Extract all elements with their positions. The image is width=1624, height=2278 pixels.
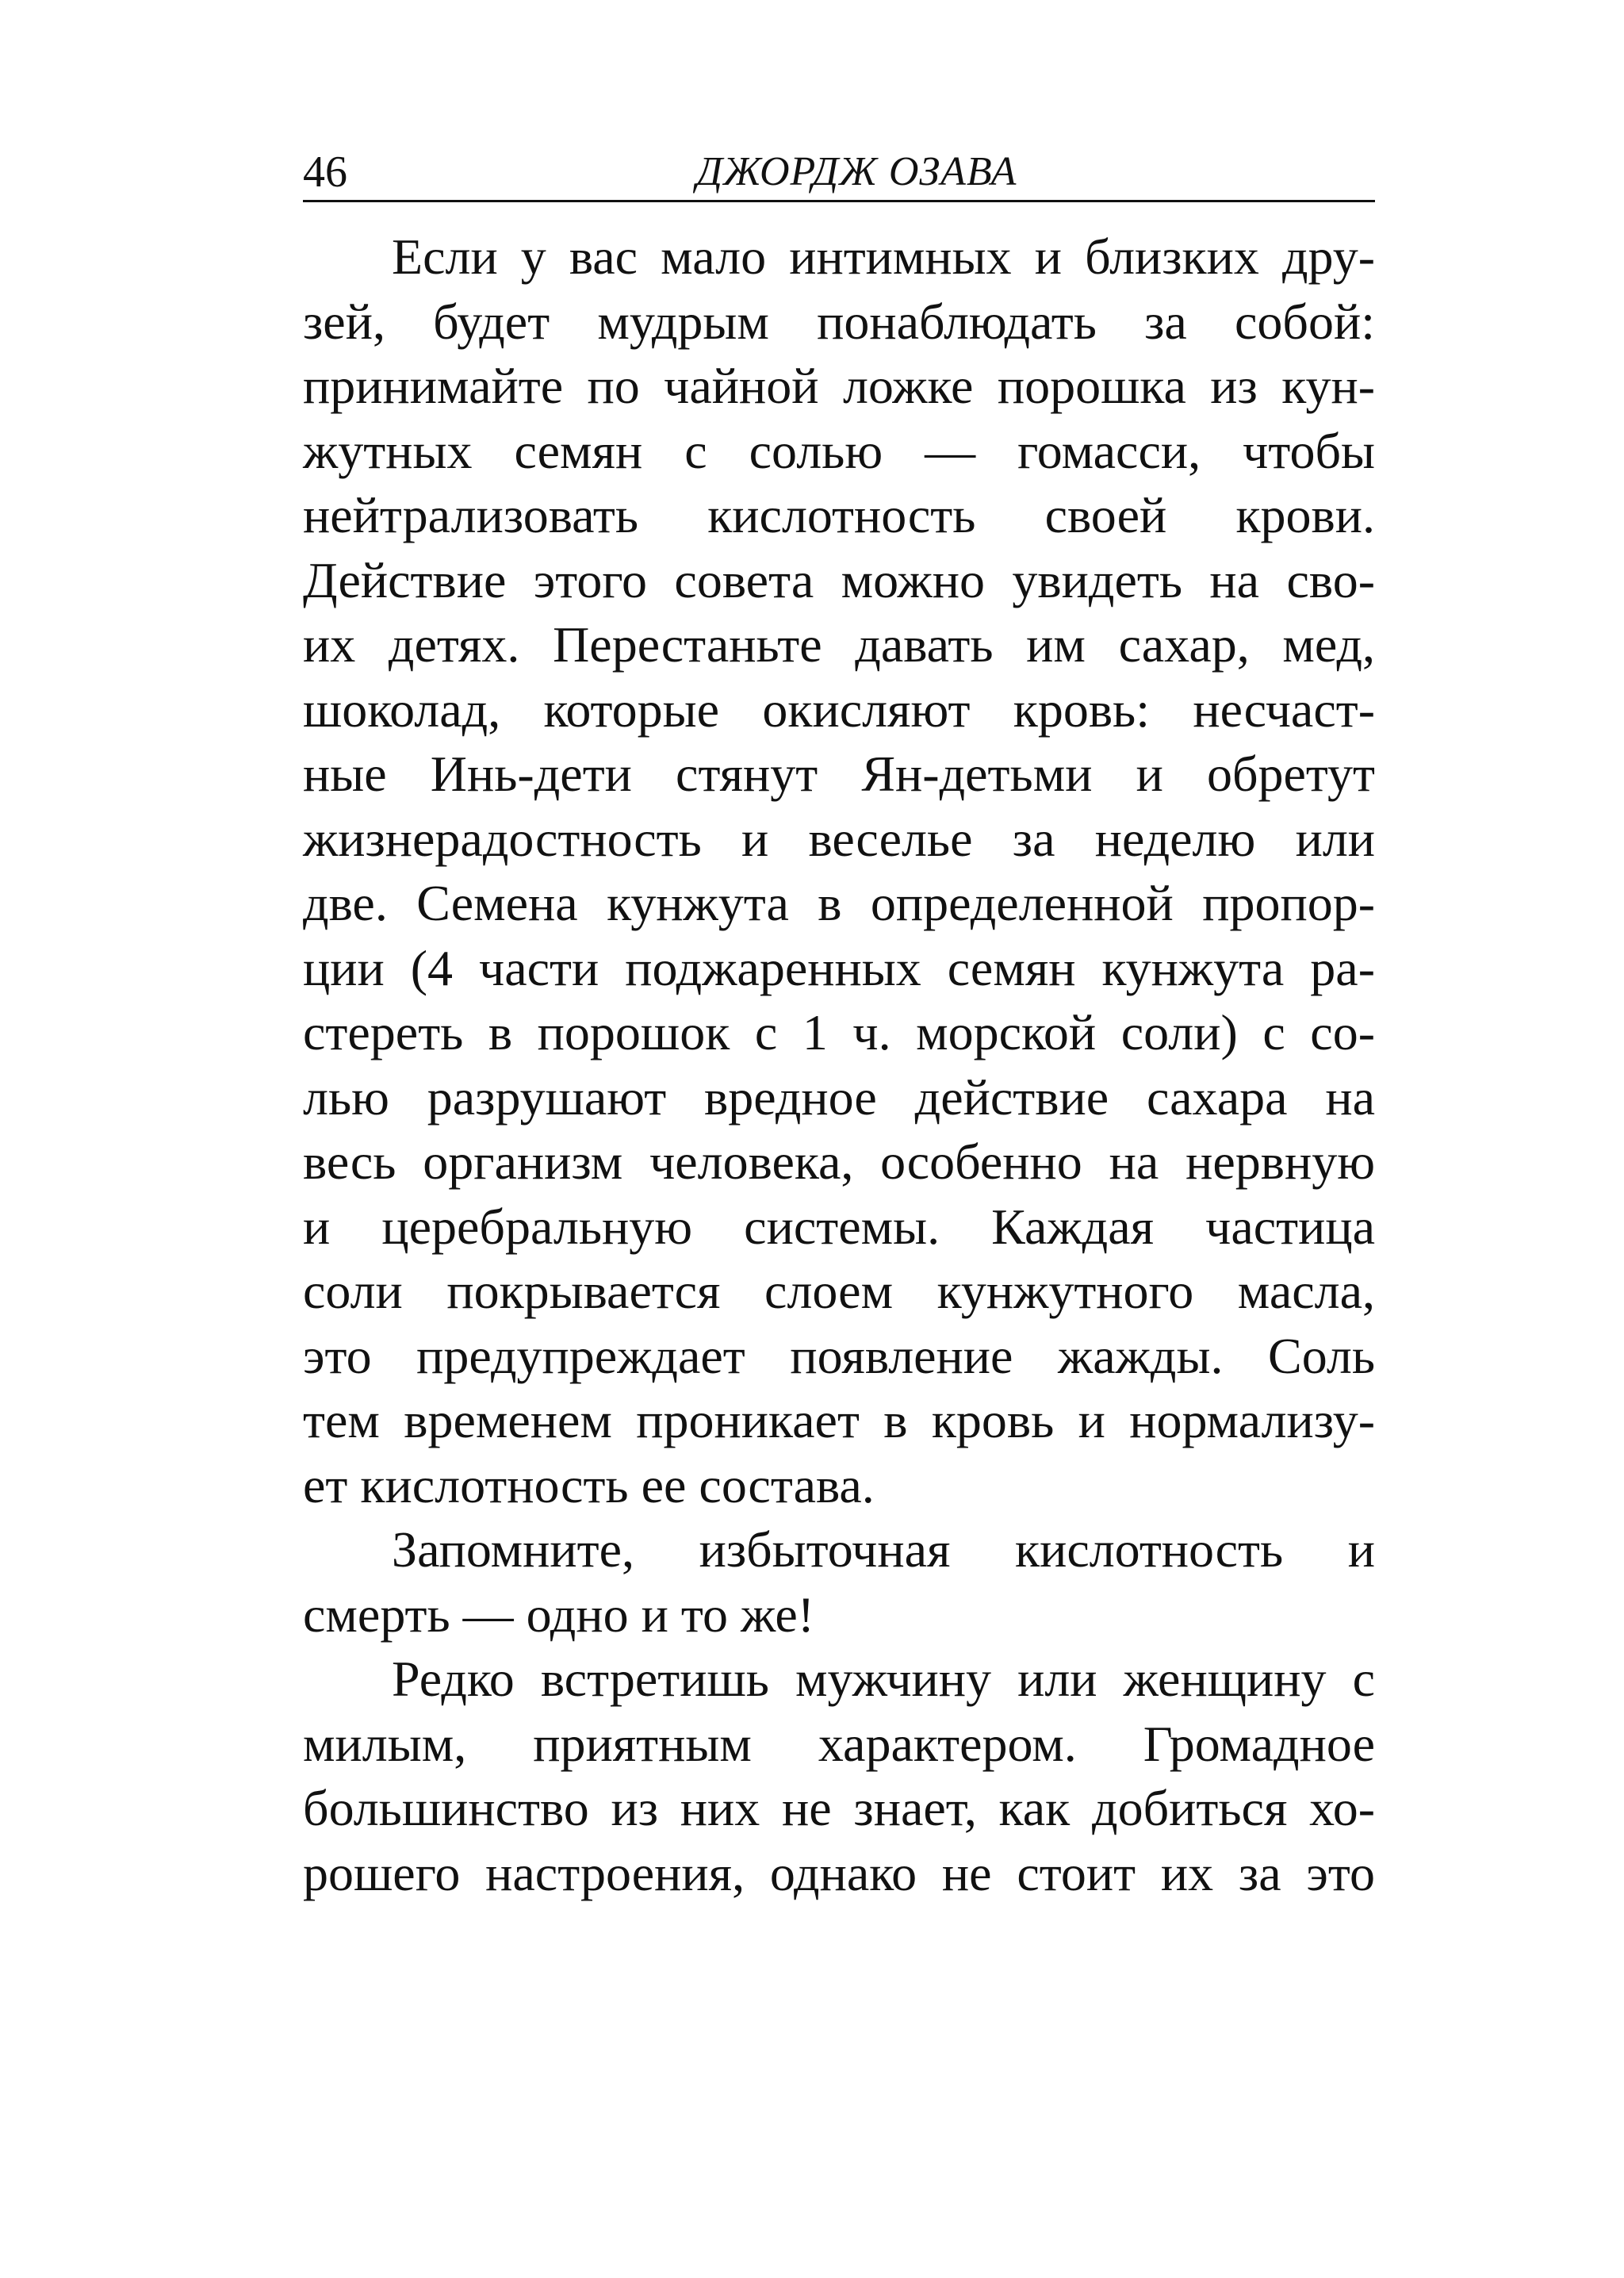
text-line: весь организм человека, особенно на нервную — [303, 1133, 1375, 1190]
text-line: жутных семян с солью — гомасси, чтобы — [303, 422, 1375, 479]
paragraph-2 — [303, 1517, 1375, 1647]
text-line: смерть — одно и то же! — [303, 1586, 815, 1643]
text-line: рошего настроения, однако не стоит их за это — [303, 1844, 1375, 1901]
text-line: тем временем проникает в кровь и нормализу- — [303, 1392, 1375, 1448]
text-line: это предупреждает появление жажды. Соль — [303, 1327, 1375, 1384]
text-line: их детях. Перестаньте давать им сахар, мед, — [303, 616, 1375, 673]
text-line: стереть в порошок с 1 ч. морской соли) с со- — [303, 1004, 1375, 1060]
text-line: большинство из них не знает, как добиться хо- — [303, 1780, 1375, 1836]
text-line: две. Семена кунжута в определенной пропор- — [303, 875, 1375, 931]
paragraph-3 — [303, 1647, 1375, 1905]
text-line: нейтрализовать кислотность своей крови. — [303, 487, 1375, 543]
body-text — [303, 224, 1375, 1905]
page-number: 46 — [303, 148, 347, 197]
text-line: принимайте по чайной ложке порошка из кун- — [303, 358, 1375, 414]
paragraph-1 — [303, 224, 1375, 1517]
text-line: шоколад, которые окисляют кровь: несчаст- — [303, 681, 1375, 738]
text-line: Если у вас мало интимных и близких дру- — [392, 228, 1375, 285]
text-line: ет кислотность ее состава. — [303, 1456, 875, 1513]
text-line: зей, будет мудрым понаблюдать за собой: — [303, 293, 1375, 350]
text-line: ции (4 части поджаренных семян кунжута ра- — [303, 939, 1375, 996]
page-header — [303, 143, 1375, 201]
text-line: Редко встретишь мужчину или женщину с — [392, 1651, 1375, 1707]
text-line: Запомните, избыточная кислотность и — [392, 1521, 1375, 1578]
header-rule — [303, 200, 1375, 202]
text-line: ные Инь-дети стянут Ян-детьми и обретут — [303, 746, 1375, 802]
text-line: и церебральную системы. Каждая частица — [303, 1198, 1375, 1255]
running-title: ДЖОРДЖ ОЗАВА — [696, 149, 1017, 194]
text-line: жизнерадостность и веселье за неделю или — [303, 810, 1375, 867]
text-line: лью разрушают вредное действие сахара на — [303, 1068, 1375, 1126]
text-line: Действие этого совета можно увидеть на сво- — [303, 551, 1375, 608]
text-line: милым, приятным характером. Громадное — [303, 1715, 1375, 1772]
text-line: соли покрывается слоем кунжутного масла, — [303, 1263, 1375, 1319]
